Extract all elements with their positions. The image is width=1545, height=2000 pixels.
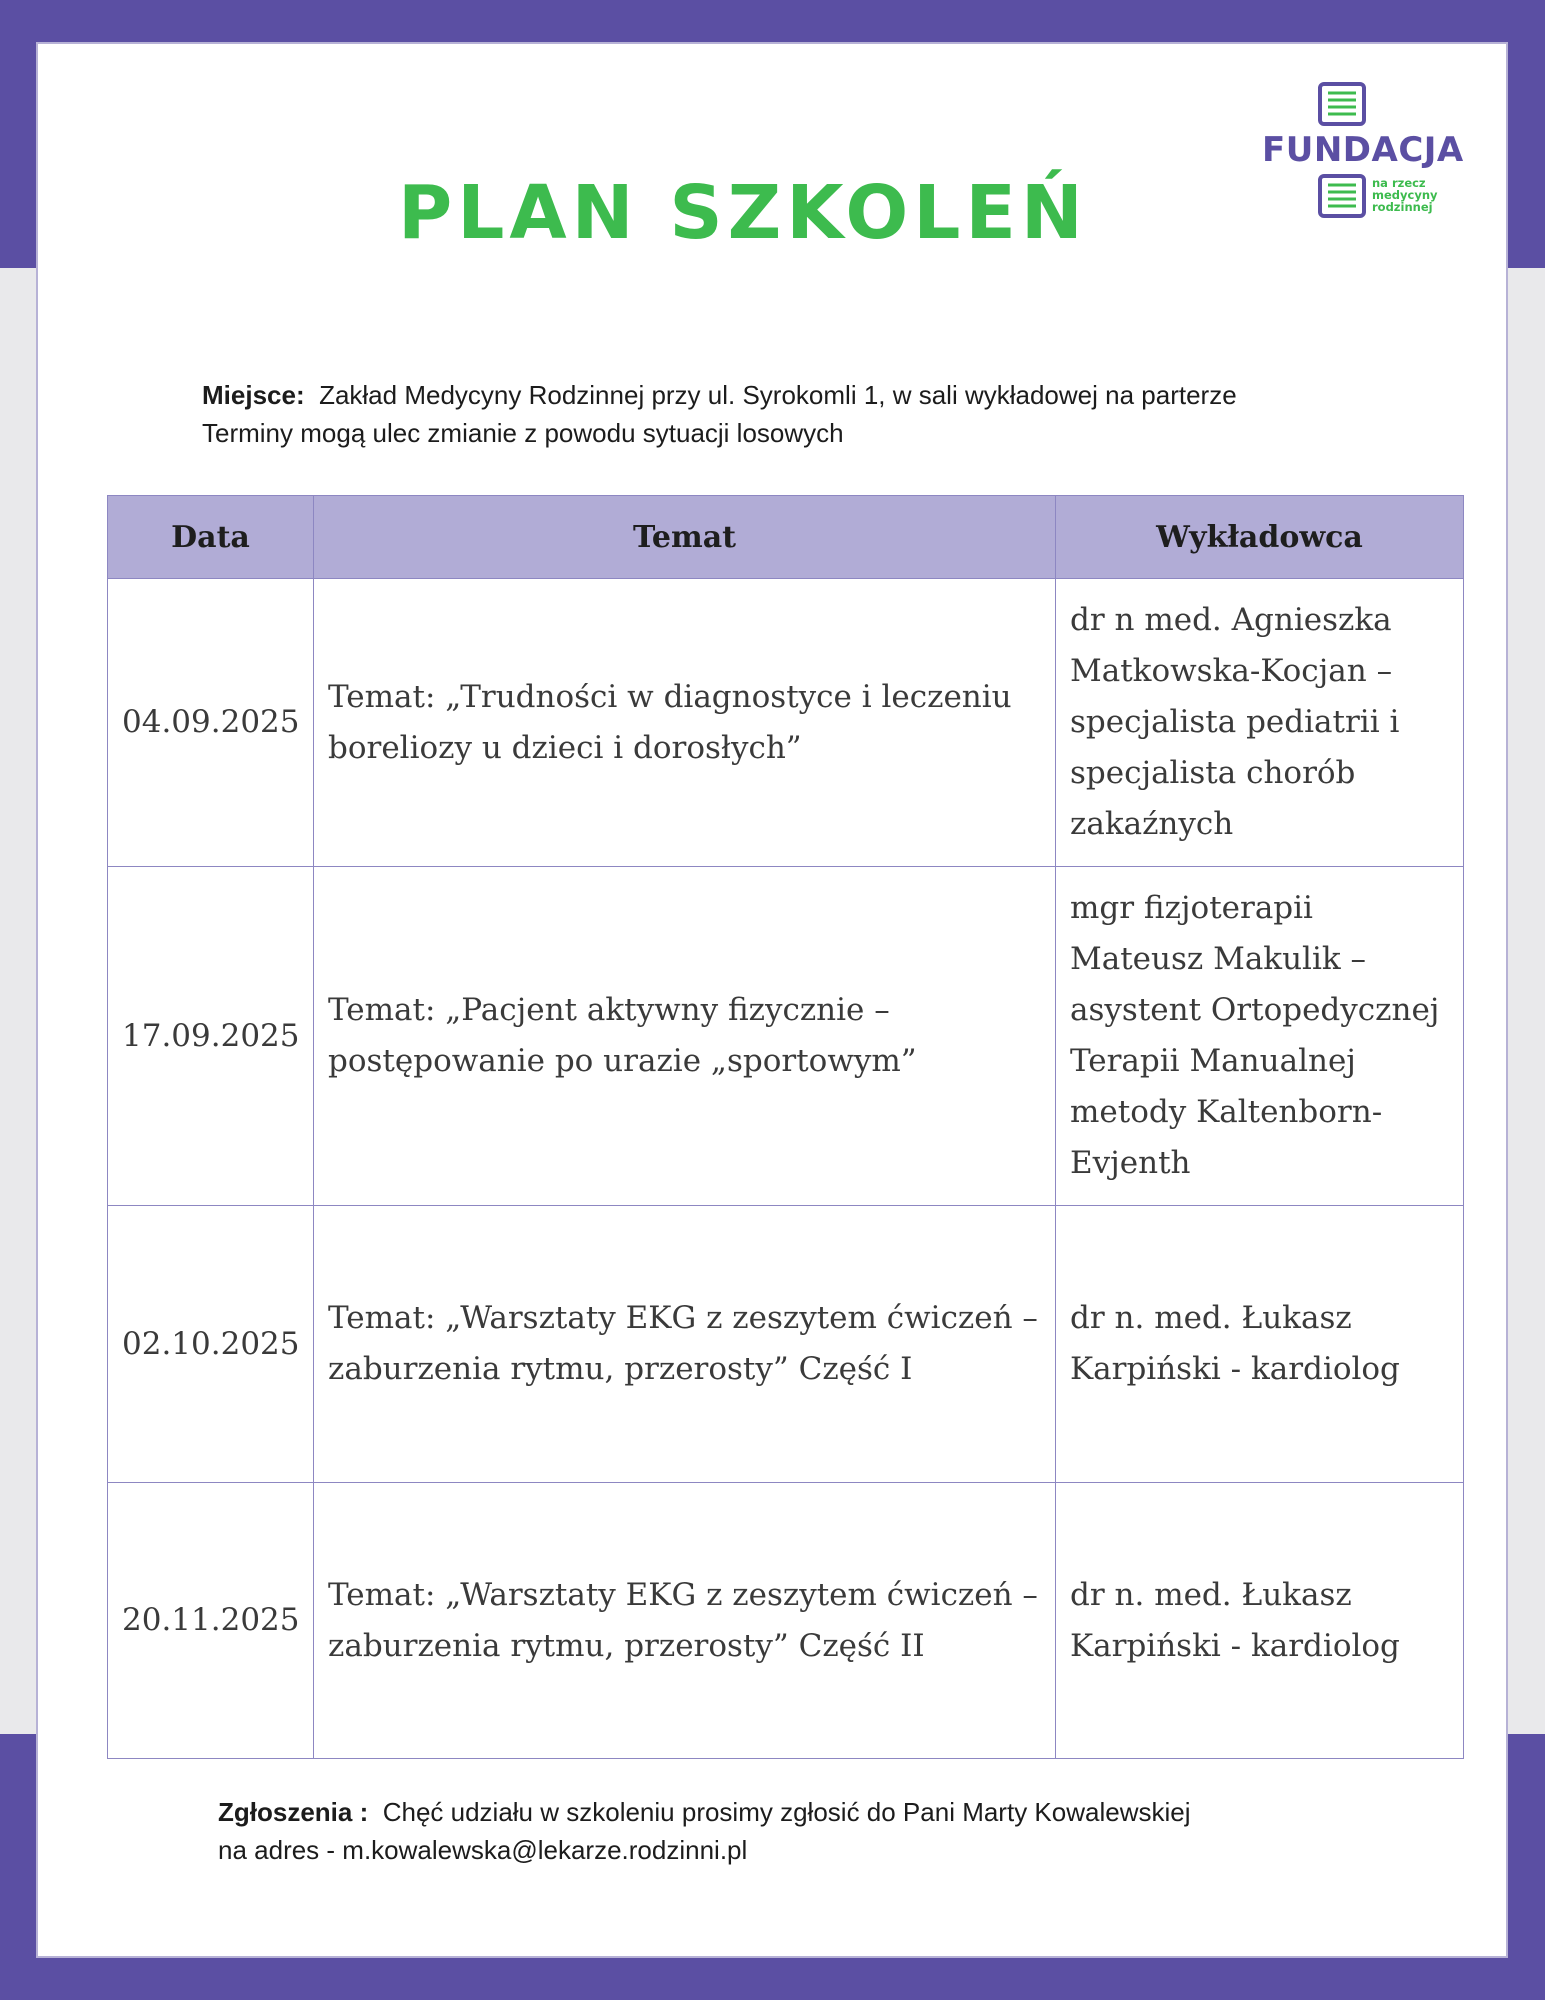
table-row [108,1483,1464,1759]
page-title: PLAN SZKOLEŃ [398,170,1088,256]
date-cell: 02.10.2025 [108,1206,314,1483]
lecturer-cell: dr n. med. Łukasz Karpiński - kardiolog [1056,1483,1464,1759]
document-icon [1318,82,1366,126]
training-schedule-table [107,495,1464,1759]
lecturer-cell: dr n med. Agnieszka Matkowska-Kocjan – specjalista pediatrii i specjalista chorób zakaźnych [1056,579,1464,867]
registration-info [218,1793,1418,1869]
topic-cell: Temat: „Warsztaty EKG z zeszytem ćwiczeń – zaburzenia rytmu, przerosty” Część I [314,1206,1056,1483]
column-header-lecturer: Wykładowca [1056,496,1464,579]
date-cell: 17.09.2025 [108,867,314,1206]
logo-subtitle-line: rodzinnej [1372,200,1433,214]
topic-cell: Temat: „Warsztaty EKG z zeszytem ćwiczeń – zaburzenia rytmu, przerosty” Część II [314,1483,1056,1759]
date-cell: 04.09.2025 [108,579,314,867]
logo-subtitle [1372,177,1482,213]
foundation-logo [1262,82,1472,232]
registration-text: Chęć udziału w szkoleniu prosimy zgłosić do Pani Marty Kowalewskiej [382,1797,1191,1827]
document-icon [1318,174,1366,218]
topic-cell: Temat: „Trudności w diagnostyce i leczeniu boreliozy u dzieci i dorosłych” [314,579,1056,867]
place-text: Zakład Medycyny Rodzinnej przy ul. Syrokomli 1, w sali wykładowej na parterze [319,380,1237,410]
location-info [202,376,1402,452]
logo-wordmark: FUNDACJA [1262,130,1464,170]
table-row [108,867,1464,1206]
lecturer-cell: dr n. med. Łukasz Karpiński - kardiolog [1056,1206,1464,1483]
topic-cell: Temat: „Pacjent aktywny fizycznie – postępowanie po urazie „sportowym” [314,867,1056,1206]
table-row [108,579,1464,867]
column-header-topic: Temat [314,496,1056,579]
lecturer-cell: mgr fizjoterapii Mateusz Makulik – asystent Ortopedycznej Terapii Manualnej metody Kaltenborn-Evjenth [1056,867,1464,1206]
logo-subtitle-line: na rzecz [1372,176,1426,190]
schedule-note: Terminy mogą ulec zmianie z powodu sytuacji losowych [202,418,844,448]
place-label: Miejsce: [202,380,305,410]
table-row [108,1206,1464,1483]
table-header-row [108,496,1464,579]
date-cell: 20.11.2025 [108,1483,314,1759]
registration-label: Zgłoszenia : [218,1797,369,1827]
logo-subtitle-line: medycyny [1372,188,1438,202]
column-header-date: Data [108,496,314,579]
registration-address: na adres - m.kowalewska@lekarze.rodzinni.pl [218,1835,748,1865]
